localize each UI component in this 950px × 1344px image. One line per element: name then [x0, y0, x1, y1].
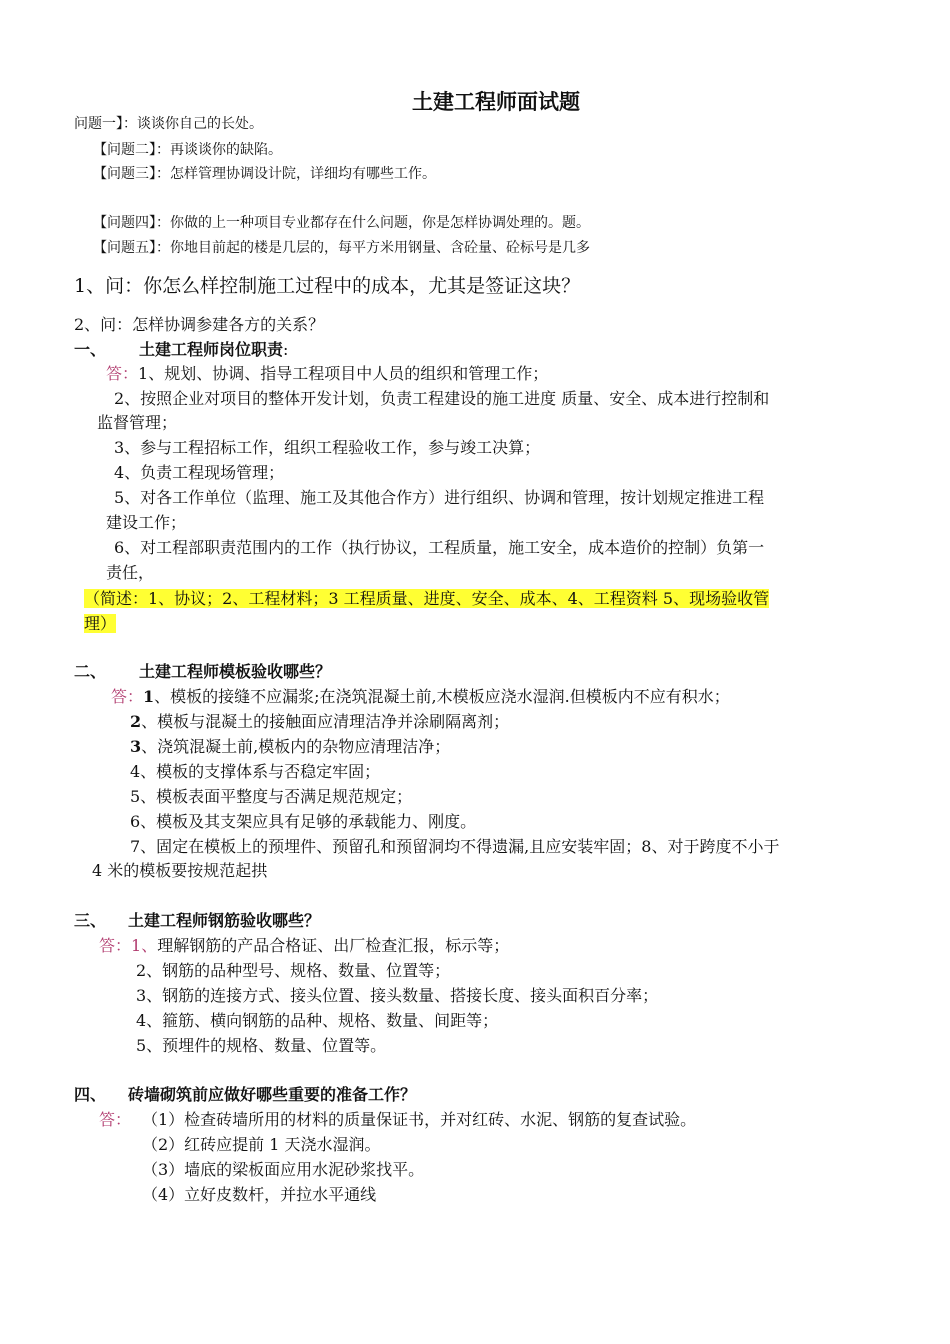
section-4-title: 砖墙砌筑前应做好哪些重要的准备工作？ — [128, 1085, 417, 1104]
answer-label: 答： — [106, 364, 139, 383]
section-1-item-1 — [106, 363, 548, 385]
section-2-item-3 — [130, 736, 450, 758]
item-number: 3 — [130, 737, 142, 756]
item-text: 、模板的接缝不应漏浆;在浇筑混凝土前,木模板应浇水湿润.但模板内不应有积水； — [154, 687, 730, 706]
item-text: 、浇筑混凝土前,模板内的杂物应清理洁净； — [141, 737, 451, 756]
section-1-heading — [139, 339, 288, 361]
section-2-item-5: 5、模板表面平整度与否满足规范规定； — [130, 787, 413, 806]
section-2-title: 土建工程师模板验收哪些？ — [139, 662, 332, 681]
summary-line-2: 理） — [84, 614, 117, 633]
item-number: 1、 — [131, 936, 158, 955]
section-1-item-5-cont: 建设工作； — [106, 513, 187, 532]
section-4-item-3: （3）墙底的梁板面应用水泥砂浆找平。 — [142, 1160, 425, 1179]
item-number: 1 — [143, 687, 155, 706]
section-1-colon: : — [283, 340, 289, 359]
item-number: 2 — [130, 712, 142, 731]
summary-line-1: （简述：1、协议；2、工程材料；3 工程质量、进度、安全、成本、4、工程资料 5、现场验收管 — [84, 589, 770, 608]
section-4-item-4: （4）立好皮数杆，并拉水平通线 — [142, 1185, 377, 1204]
section-3-number: 三、 — [74, 911, 107, 930]
section-1-item-1-text: 1、规划、协调、指导工程项目中人员的组织和管理工作； — [138, 364, 549, 383]
question-3: 【问题三】：怎样管理协调设计院，详细均有哪些工作。 — [93, 166, 436, 182]
section-2-item-2 — [130, 711, 509, 733]
section-4-item-2: （2）红砖应提前 1 天浇水湿润。 — [142, 1135, 381, 1154]
section-1-item-2: 2、按照企业对项目的整体开发计划，负责工程建设的施工进度 质量、安全、成本进行控制和 — [114, 389, 770, 408]
section-4-item-1: （1）检查砖墙所用的材料的质量保证书，并对红砖、水泥、钢筋的复查试验。 — [142, 1110, 697, 1129]
section-3-item-5: 5、预埋件的规格、数量、位置等。 — [136, 1036, 387, 1055]
document-title: 土建工程师面试题 — [412, 89, 580, 114]
section-1-item-3: 3、参与工程招标工作，组织工程验收工作，参与竣工决算； — [114, 438, 541, 457]
question-5: 【问题五】：你地目前起的楼是几层的，每平方米用钢量、含砼量、砼标号是几多 — [93, 240, 590, 256]
section-1-item-6: 6、对工程部职责范围内的工作（执行协议，工程质量，施工安全，成本造价的控制）负第一 — [114, 538, 765, 557]
section-3-title: 土建工程师钢筋验收哪些？ — [128, 911, 321, 930]
section-2-item-7-cont: 4 米的模板要按规范起拱 — [92, 861, 268, 880]
answer-label: 答： — [99, 936, 132, 955]
item-text: 理解钢筋的产品合格证、出厂检查汇报，标示等； — [157, 936, 510, 955]
section-2-item-1 — [111, 686, 730, 708]
item-text: 、模板与混凝土的接触面应清理洁净并涂刷隔离剂； — [141, 712, 510, 731]
section-3-item-2: 2、钢筋的品种型号、规格、数量、位置等； — [136, 961, 451, 980]
section-1-item-5: 5、对各工作单位（监理、施工及其他合作方）进行组织、协调和管理，按计划规定推进工程 — [114, 488, 765, 507]
section-4-number: 四、 — [74, 1085, 107, 1104]
section-2-item-4: 4、模板的支撑体系与否稳定牢固； — [130, 762, 381, 781]
question-1: 问题一】：谈谈你自己的长处。 — [74, 116, 263, 132]
section-2-item-6: 6、模板及其支架应具有足够的承载能力、刚度。 — [130, 812, 477, 831]
cost-control-question: 1、问：你怎么样控制施工过程中的成本，尤其是签证这块？ — [74, 275, 581, 297]
section-3-item-4: 4、箍筋、横向钢筋的品种、规格、数量、间距等； — [136, 1011, 499, 1030]
section-3-item-1 — [99, 935, 509, 957]
section-1-summary — [84, 586, 890, 636]
question-4: 【问题四】：你做的上一种项目专业都存在什么问题，你是怎样协调处理的。题。 — [93, 215, 590, 231]
section-1-item-2-cont: 监督管理； — [97, 413, 178, 432]
coordination-question: 2、问：怎样协调参建各方的关系？ — [74, 315, 325, 334]
answer-label: 答： — [111, 687, 144, 706]
section-1-item-4: 4、负责工程现场管理； — [114, 463, 285, 482]
section-3-item-3: 3、钢筋的连接方式、接头位置、接头数量、搭接长度、接头面积百分率； — [136, 986, 659, 1005]
section-1-item-6-cont: 责任， — [106, 563, 155, 582]
section-2-number: 二、 — [74, 662, 107, 681]
section-1-number: 一、 — [74, 340, 107, 359]
question-2: 【问题二】：再谈谈你的缺陷。 — [93, 142, 282, 158]
section-2-item-7: 7、固定在模板上的预埋件、预留孔和预留洞均不得遗漏,且应安装牢固；8、对于跨度不小于 — [130, 837, 780, 856]
section-1-title: 土建工程师岗位职责 — [139, 340, 284, 359]
answer-label: 答： — [99, 1110, 132, 1129]
